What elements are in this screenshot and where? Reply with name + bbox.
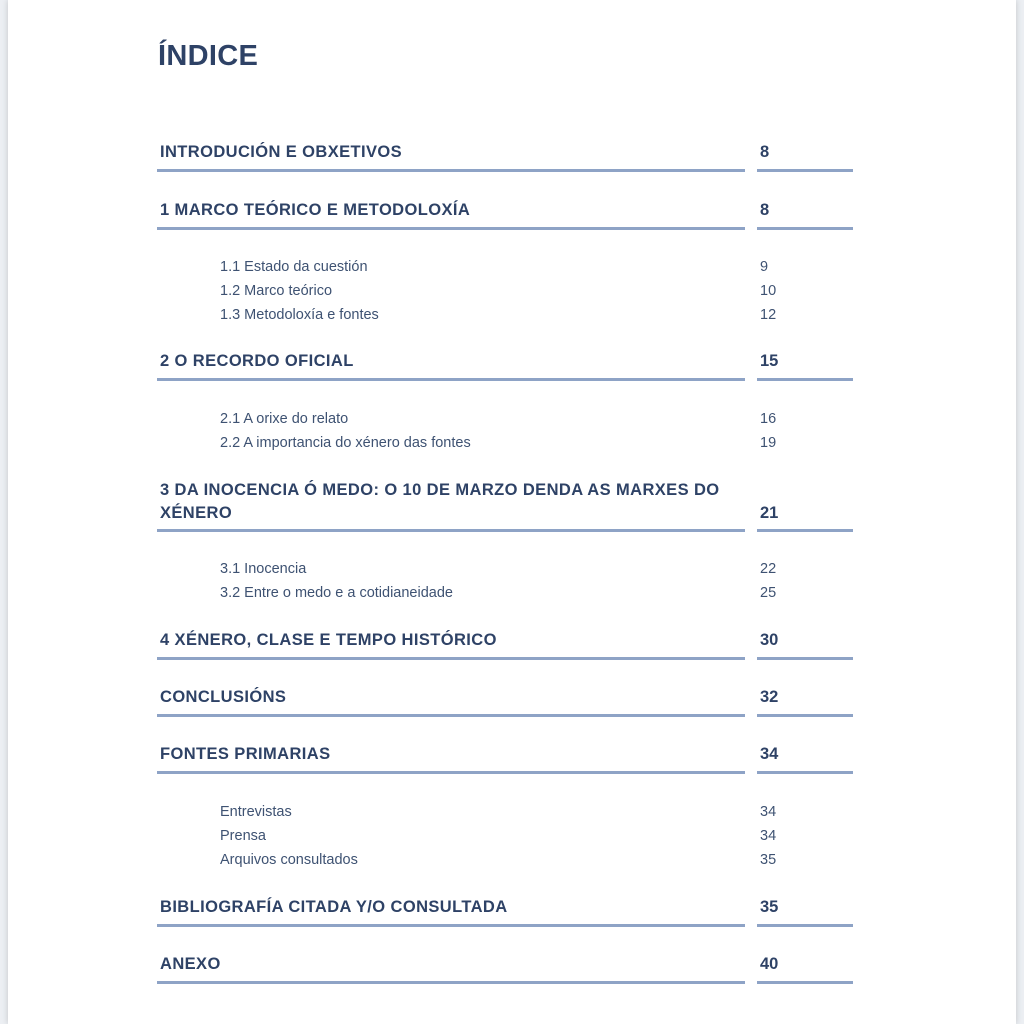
- toc-subentry-page: 34: [760, 828, 777, 844]
- toc-subentry-page: 34: [760, 804, 777, 820]
- toc-subentry-page: 35: [760, 852, 777, 868]
- toc-rule: [757, 981, 853, 984]
- toc-subentry[interactable]: [8, 280, 1016, 302]
- toc-subentry[interactable]: [8, 408, 1016, 430]
- toc-entry-page: 8: [760, 143, 770, 161]
- toc-subentry-page: 22: [760, 561, 777, 577]
- toc-entry-page: 40: [760, 955, 779, 973]
- toc-entry-page: 30: [760, 631, 779, 649]
- toc-entry-label: 4 XÉNERO, CLASE E TEMPO HISTÓRICO: [160, 631, 497, 649]
- toc-subentry-label: Prensa: [220, 828, 266, 844]
- toc-entry-label: INTRODUCIÓN E OBXETIVOS: [160, 143, 403, 161]
- toc-subentry[interactable]: [8, 558, 1016, 580]
- toc-rule: [157, 529, 745, 532]
- toc-entry-page: 32: [760, 688, 779, 706]
- toc-subentry[interactable]: [8, 582, 1016, 604]
- toc-subentry-page: 12: [760, 307, 777, 323]
- toc-rule: [757, 169, 853, 172]
- toc-rule: [157, 981, 745, 984]
- toc-subentry-label: 2.1 A orixe do relato: [220, 411, 349, 427]
- toc-rule: [757, 529, 853, 532]
- toc-subentry-label: 3.2 Entre o medo e a cotidianeidade: [220, 585, 453, 601]
- toc-subentry-label: 1.3 Metodoloxía e fontes: [220, 307, 379, 323]
- toc-entry-label: CONCLUSIÓNS: [160, 688, 287, 706]
- toc-entry-page: 34: [760, 745, 779, 763]
- toc-entry-label: 3 DA INOCENCIA Ó MEDO: O 10 DE MARZO DENDA AS MARXES DO XÉNERO: [160, 481, 720, 522]
- toc-rule: [757, 657, 853, 660]
- toc-entry-label: 2 O RECORDO OFICIAL: [160, 352, 354, 370]
- table-of-contents: [8, 0, 1016, 1024]
- toc-subentry[interactable]: [8, 256, 1016, 278]
- toc-subentry-page: 25: [760, 585, 777, 601]
- toc-subentry[interactable]: [8, 801, 1016, 823]
- toc-rule: [757, 771, 853, 774]
- toc-rule: [757, 227, 853, 230]
- toc-rule: [157, 169, 745, 172]
- toc-entry-page: 21: [760, 504, 779, 522]
- toc-subentry-page: 10: [760, 283, 777, 299]
- toc-subentry-page: 19: [760, 435, 777, 451]
- toc-rule: [157, 714, 745, 717]
- toc-subentry-label: 1.1 Estado da cuestión: [220, 259, 368, 275]
- toc-rule: [157, 378, 745, 381]
- toc-entry-label: FONTES PRIMARIAS: [160, 745, 331, 763]
- toc-entry-page: 8: [760, 201, 770, 219]
- toc-rule: [757, 714, 853, 717]
- toc-subentry-label: Entrevistas: [220, 804, 292, 820]
- toc-entry-label: ANEXO: [160, 955, 221, 973]
- toc-subentry[interactable]: [8, 849, 1016, 871]
- toc-rule: [157, 771, 745, 774]
- toc-rule: [157, 924, 745, 927]
- document-page: [8, 0, 1016, 1024]
- toc-subentry-label: 3.1 Inocencia: [220, 561, 307, 577]
- toc-entry-page: 15: [760, 352, 779, 370]
- page-title: ÍNDICE: [158, 40, 259, 72]
- toc-subentry-label: 2.2 A importancia do xénero das fontes: [220, 435, 471, 451]
- toc-subentry[interactable]: [8, 825, 1016, 847]
- toc-rule: [157, 227, 745, 230]
- toc-rule: [757, 924, 853, 927]
- toc-subentry[interactable]: [8, 304, 1016, 326]
- toc-rule: [757, 378, 853, 381]
- toc-rule: [157, 657, 745, 660]
- toc-subentry-label: 1.2 Marco teórico: [220, 283, 333, 299]
- toc-entry-label: BIBLIOGRAFÍA CITADA Y/O CONSULTADA: [160, 898, 508, 916]
- toc-entry-page: 35: [760, 898, 779, 916]
- toc-subentry[interactable]: [8, 432, 1016, 454]
- toc-subentry-label: Arquivos consultados: [220, 852, 358, 868]
- toc-entry-label: 1 MARCO TEÓRICO E METODOLOXÍA: [160, 201, 471, 219]
- toc-subentry-page: 9: [760, 259, 769, 275]
- toc-subentry-page: 16: [760, 411, 777, 427]
